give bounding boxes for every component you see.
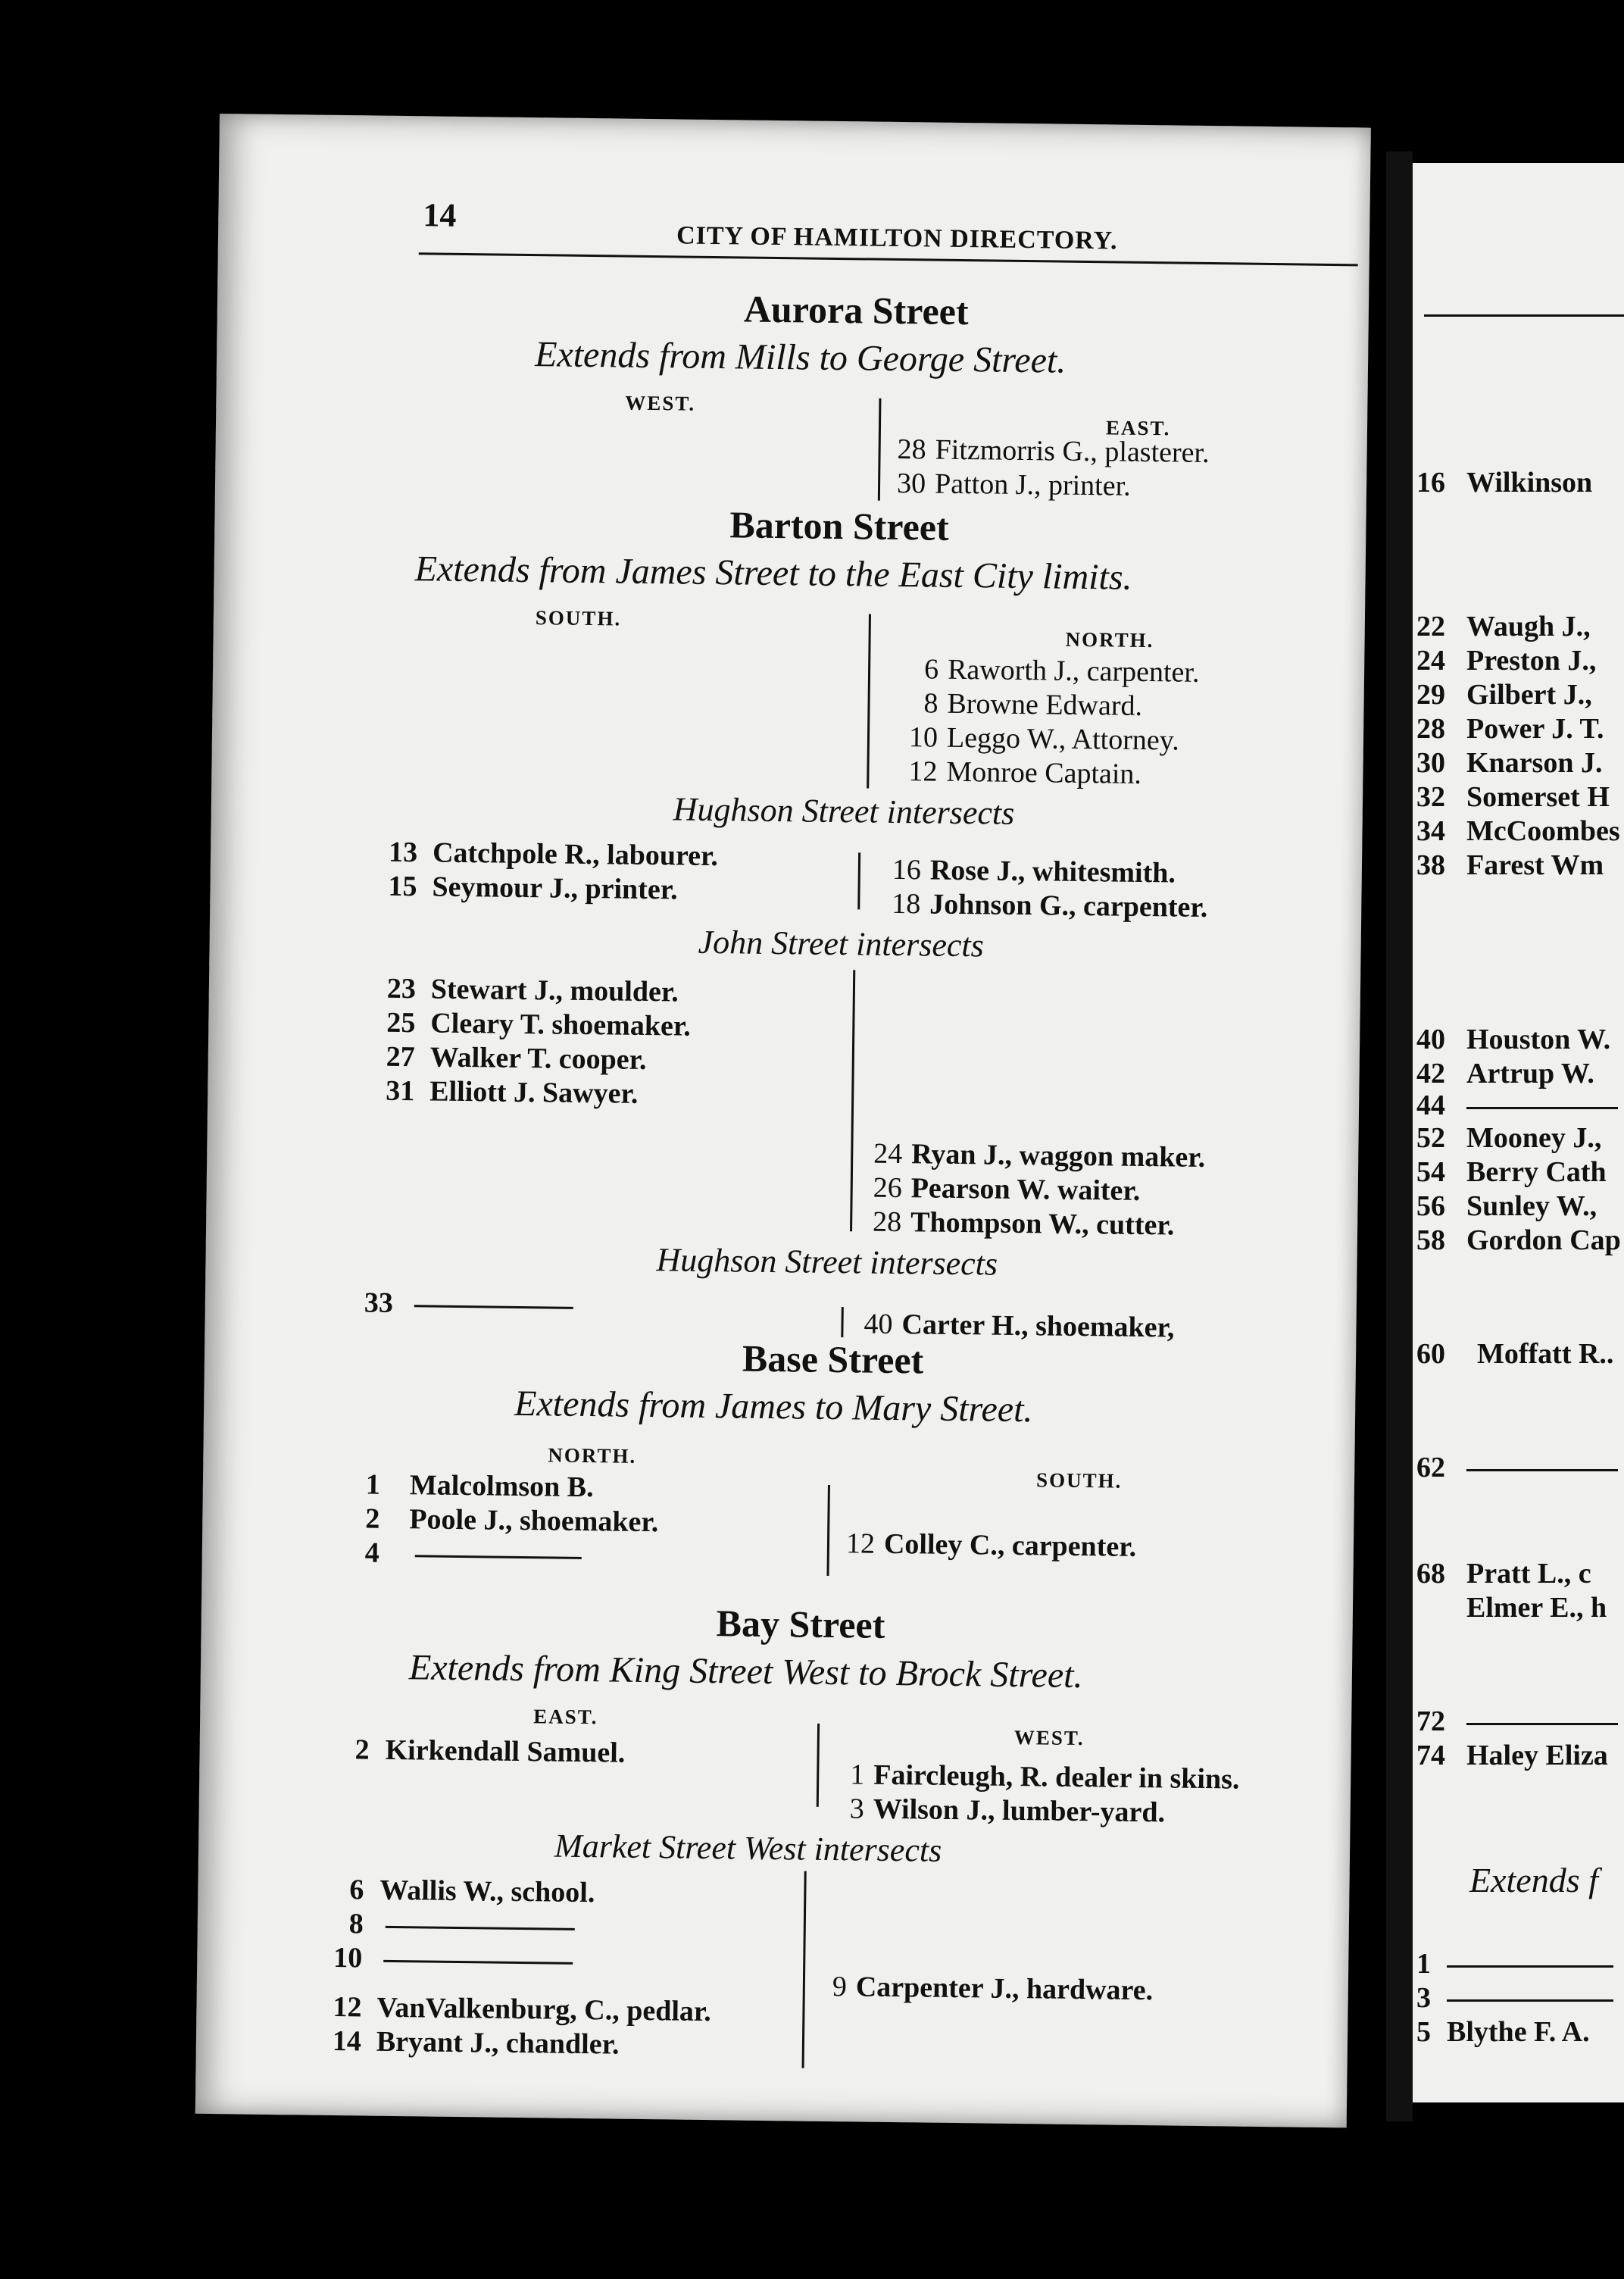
list-item: 72 bbox=[1416, 1705, 1618, 1738]
blank-line bbox=[1447, 1999, 1613, 2002]
header-rule bbox=[1424, 314, 1624, 317]
list-item: 40 Houston W. bbox=[1416, 1024, 1611, 1055]
list-item: 24 Preston J., bbox=[1416, 645, 1597, 677]
book-gutter bbox=[1386, 152, 1413, 2121]
base-north-header: NORTH. bbox=[548, 1443, 637, 1468]
list-item: 14 Bryant J., chandler. bbox=[332, 2025, 620, 2061]
list-item: 6 Wallis W., school. bbox=[349, 1874, 595, 1909]
list-item: 60 Moffatt R.. bbox=[1416, 1338, 1614, 1370]
column-divider bbox=[850, 970, 855, 1231]
list-item: 28 Power J. T. bbox=[1416, 713, 1604, 745]
column-divider bbox=[878, 399, 882, 501]
list-item: 27 Walker T. cooper. bbox=[386, 1040, 647, 1076]
blank-line bbox=[1466, 1469, 1618, 1471]
cross-street: Market Street West intersects bbox=[554, 1827, 942, 1869]
street-extent-bay: Extends from King Street West to Brock Street. bbox=[408, 1647, 1083, 1696]
cross-street: Hughson Street intersects bbox=[656, 1241, 998, 1283]
list-item: 8 bbox=[349, 1907, 576, 1943]
bay-east-header: EAST. bbox=[533, 1705, 598, 1729]
list-item: 34 McCoombes bbox=[1416, 815, 1620, 847]
blank-line bbox=[415, 1555, 582, 1559]
blank-line bbox=[1447, 1965, 1613, 1968]
list-item: 5 Blythe F. A. bbox=[1416, 2016, 1590, 2048]
list-item: 38 Farest Wm bbox=[1416, 849, 1604, 881]
list-item: 29 Gilbert J., bbox=[1416, 679, 1592, 711]
list-item: 62 bbox=[1416, 1451, 1618, 1484]
street-name-base: Base Street bbox=[742, 1336, 924, 1382]
list-item: 8 Browne Edward. bbox=[923, 687, 1143, 722]
running-head: CITY OF HAMILTON DIRECTORY. bbox=[676, 221, 1118, 255]
list-item: 13 Catchpole R., labourer. bbox=[388, 836, 719, 873]
list-item: 2 Kirkendall Samuel. bbox=[354, 1733, 626, 1769]
list-item: 22 Waugh J., bbox=[1416, 611, 1591, 642]
list-item: 16 Wilkinson bbox=[1416, 467, 1593, 499]
bay-west-header: WEST. bbox=[1013, 1725, 1085, 1750]
blank-line bbox=[386, 1926, 575, 1930]
list-item: 28 Thompson W., cutter. bbox=[872, 1205, 1175, 1242]
blank-line bbox=[1466, 1723, 1618, 1725]
list-item: 1 Faircleugh, R. dealer in skins. bbox=[850, 1758, 1240, 1796]
list-item: 6 Raworth J., carpenter. bbox=[923, 653, 1200, 689]
list-item: 3 Wilson J., lumber-yard. bbox=[849, 1793, 1166, 1829]
list-item: 26 Pearson W. waiter. bbox=[873, 1171, 1141, 1207]
list-item: 18 Johnson G., carpenter. bbox=[892, 887, 1208, 924]
list-item: 4 bbox=[365, 1536, 582, 1571]
header-rule bbox=[419, 252, 1358, 266]
cross-street: Hughson Street intersects bbox=[673, 790, 1015, 832]
page-number: 14 bbox=[423, 196, 457, 234]
column-divider bbox=[857, 852, 860, 909]
blank-line bbox=[414, 1305, 573, 1309]
list-item: 33 bbox=[364, 1286, 574, 1321]
aurora-west-header: WEST. bbox=[625, 391, 696, 415]
list-item: 68 Pratt L., c bbox=[1416, 1558, 1591, 1590]
directory-page bbox=[195, 114, 1371, 2127]
list-item: 15 Seymour J., printer. bbox=[388, 870, 678, 906]
column-divider bbox=[817, 1724, 820, 1807]
list-item: 42 Artrup W. bbox=[1416, 1058, 1594, 1089]
list-item: 10 Leggo W., Attorney. bbox=[908, 721, 1180, 757]
column-divider bbox=[841, 1307, 843, 1337]
street-extent-barton: Extends from James Street to the East City limits. bbox=[414, 549, 1132, 598]
list-item: 1 bbox=[1416, 1947, 1613, 1980]
list-item: 54 Berry Cath bbox=[1416, 1156, 1607, 1188]
list-item: 25 Cleary T. shoemaker. bbox=[386, 1006, 691, 1043]
list-item: 44 bbox=[1416, 1089, 1618, 1122]
list-item: 12 VanValkenburg, C., pedlar. bbox=[333, 1991, 712, 2028]
aurora-east-header: EAST. bbox=[1105, 416, 1171, 440]
list-item: 3 bbox=[1416, 1981, 1613, 2015]
list-item: 28 Fitzmorris G., plasterer. bbox=[897, 433, 1210, 469]
street-extent-aurora: Extends from Mills to George Street. bbox=[534, 334, 1067, 381]
list-item: 10 bbox=[333, 1941, 573, 1977]
barton-south-header: SOUTH. bbox=[535, 606, 622, 630]
list-item: 12 Monroe Captain. bbox=[908, 755, 1142, 790]
list-item: 74 Haley Eliza bbox=[1416, 1740, 1608, 1771]
list-item: 52 Mooney J., bbox=[1416, 1122, 1602, 1154]
list-item: 12 Colley C., carpenter. bbox=[845, 1527, 1137, 1563]
column-divider bbox=[826, 1485, 829, 1576]
street-name-barton: Barton Street bbox=[729, 503, 950, 549]
list-item: 30 Patton J., printer. bbox=[896, 467, 1131, 502]
column-divider bbox=[867, 614, 871, 789]
list-item: 1 Malcolmson B. bbox=[365, 1468, 594, 1504]
blank-line bbox=[1466, 1107, 1618, 1109]
list-item: Elmer E., h bbox=[1466, 1592, 1607, 1624]
street-extent-base: Extends from James to Mary Street. bbox=[514, 1383, 1033, 1430]
street-name-aurora: Aurora Street bbox=[743, 287, 969, 333]
street-extent-fragment: Extends f bbox=[1469, 1861, 1598, 1899]
facing-page bbox=[1413, 163, 1624, 2102]
list-item: 23 Stewart J., moulder. bbox=[386, 972, 679, 1008]
base-south-header: SOUTH. bbox=[1035, 1468, 1123, 1493]
list-item: 24 Ryan J., waggon maker. bbox=[873, 1137, 1206, 1174]
list-item: 32 Somerset H bbox=[1416, 781, 1610, 813]
list-item: 58 Gordon Cap bbox=[1416, 1224, 1621, 1256]
cross-street: John Street intersects bbox=[698, 923, 985, 964]
list-item: 9 Carpenter J., hardware. bbox=[832, 1971, 1154, 2007]
list-item: 56 Sunley W., bbox=[1416, 1190, 1597, 1222]
street-name-bay: Bay Street bbox=[716, 1602, 885, 1646]
list-item: 2 Poole J., shoemaker. bbox=[365, 1502, 659, 1539]
blank-line bbox=[383, 1960, 573, 1965]
list-item: 31 Elliott J. Sawyer. bbox=[386, 1074, 639, 1110]
barton-north-header: NORTH. bbox=[1065, 627, 1154, 652]
list-item: 40 Carter H., shoemaker, bbox=[864, 1308, 1175, 1344]
list-item: 30 Knarson J. bbox=[1416, 747, 1603, 779]
list-item: 16 Rose J., whitesmith. bbox=[892, 853, 1176, 889]
